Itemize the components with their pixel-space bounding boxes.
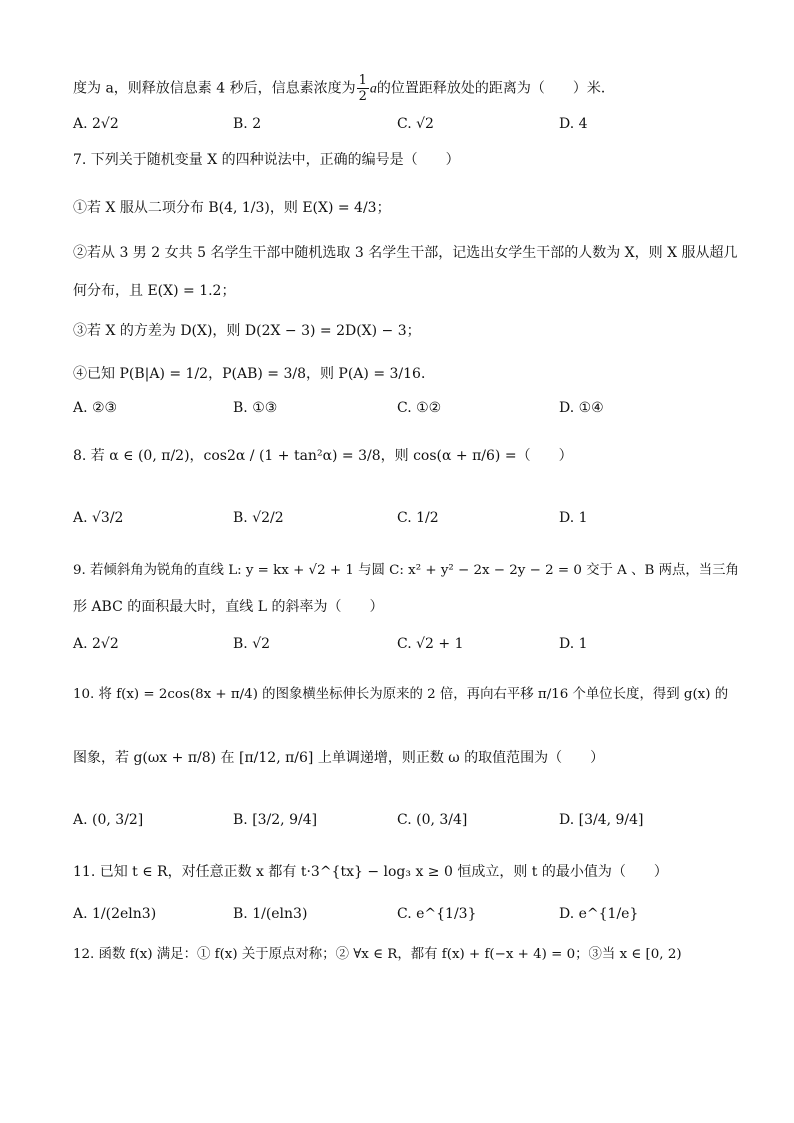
q11-option-d: D. e^{1/e} — [559, 906, 639, 922]
q7-statement-2a: ②若从 3 男 2 女共 5 名学生干部中随机选取 3 名学生干部，记选出女学生干部的人数为 X，则 X 服从超几 — [73, 245, 738, 261]
q7-option-d: D. ①④ — [559, 400, 604, 416]
q7-statement-2b: 何分布，且 E(X) = 1.2； — [73, 283, 236, 299]
q9-option-a: A. 2√2 — [73, 636, 119, 652]
q6-frac-var: a — [369, 81, 377, 97]
q7-statement-3: ③若 X 的方差为 D(X)，则 D(2X − 3) = 2D(X) − 3； — [73, 323, 421, 339]
q6-option-b: B. 2 — [233, 116, 262, 132]
q6-stem — [73, 73, 615, 104]
q8-stem: 8. 若 α ∈ (0, π/2)，cos2α / (1 + tan²α) = 3/8，则 cos(α + π/6) =（ ） — [73, 448, 573, 464]
q6-option-c: C. √2 — [397, 116, 434, 132]
q11-stem: 11. 已知 t ∈ R，对任意正数 x 都有 t·3^{tx} − log₃ x ≥ 0 恒成立，则 t 的最小值为（ ） — [73, 864, 668, 880]
q6-stem-suffix: 的位置距释放处的距离为（ ）米． — [376, 80, 615, 97]
q6-option-d: D. 4 — [559, 116, 588, 132]
q11-option-c: C. e^{1/3} — [397, 906, 477, 922]
q6-option-a: A. 2√2 — [73, 116, 119, 132]
q9-option-d: D. 1 — [559, 636, 588, 652]
q7-option-c: C. ①② — [397, 400, 442, 416]
q8-option-d: D. 1 — [559, 510, 588, 526]
q9-stem-a: 9. 若倾斜角为锐角的直线 L: y = kx + √2 + 1 与圆 C: x² + y² − 2x − 2y − 2 = 0 交于 A 、B 两点，当三角 — [73, 563, 739, 578]
q6-stem-prefix: 度为 a，则释放信息素 4 秒后，信息素浓度为 — [73, 80, 356, 97]
q10-stem-a: 10. 将 f(x) = 2cos(8x + π/4) 的图象横坐标伸长为原来的 2 倍，再向右平移 π/16 个单位长度，得到 g(x) 的 — [73, 687, 729, 702]
q6-fraction: $\frac{1}{2}$ — [358, 73, 367, 104]
q8-option-a: A. √3/2 — [73, 510, 124, 526]
q10-option-b: B. [3/2, 9/4] — [233, 812, 318, 828]
q7-option-b: B. ①③ — [233, 400, 278, 416]
q7-statement-4: ④已知 P(B|A) = 1/2，P(AB) = 3/8，则 P(A) = 3/16． — [73, 366, 435, 382]
q10-option-d: D. [3/4, 9/4] — [559, 812, 644, 828]
q9-option-b: B. √2 — [233, 636, 271, 652]
q9-stem-b: 形 ABC 的面积最大时，直线 L 的斜率为（ ） — [73, 599, 384, 615]
q12-stem: 12. 函数 f(x) 满足：① f(x) 关于原点对称；② ∀x ∈ R，都有 f(x) + f(−x + 4) = 0；③当 x ∈ [0, 2) — [73, 947, 682, 962]
q10-stem-b: 图象，若 g(ωx + π/8) 在 [π/12, π/6] 上单调递增，则正数 ω 的取值范围为（ ） — [73, 750, 605, 766]
q7-stem: 7. 下列关于随机变量 X 的四种说法中，正确的编号是（ ） — [73, 152, 460, 168]
q8-option-c: C. 1/2 — [397, 510, 439, 526]
q7-statement-1: ①若 X 服从二项分布 B(4, 1/3)，则 E(X) = 4/3； — [73, 200, 391, 216]
q7-option-a: A. ②③ — [73, 400, 118, 416]
q10-option-a: A. (0, 3/2] — [73, 812, 144, 828]
q10-option-c: C. (0, 3/4] — [397, 812, 468, 828]
q11-option-a: A. 1/(2eln3) — [73, 906, 157, 922]
q9-option-c: C. √2 + 1 — [397, 636, 464, 652]
q8-option-b: B. √2/2 — [233, 510, 284, 526]
q11-option-b: B. 1/(eln3) — [233, 906, 308, 922]
